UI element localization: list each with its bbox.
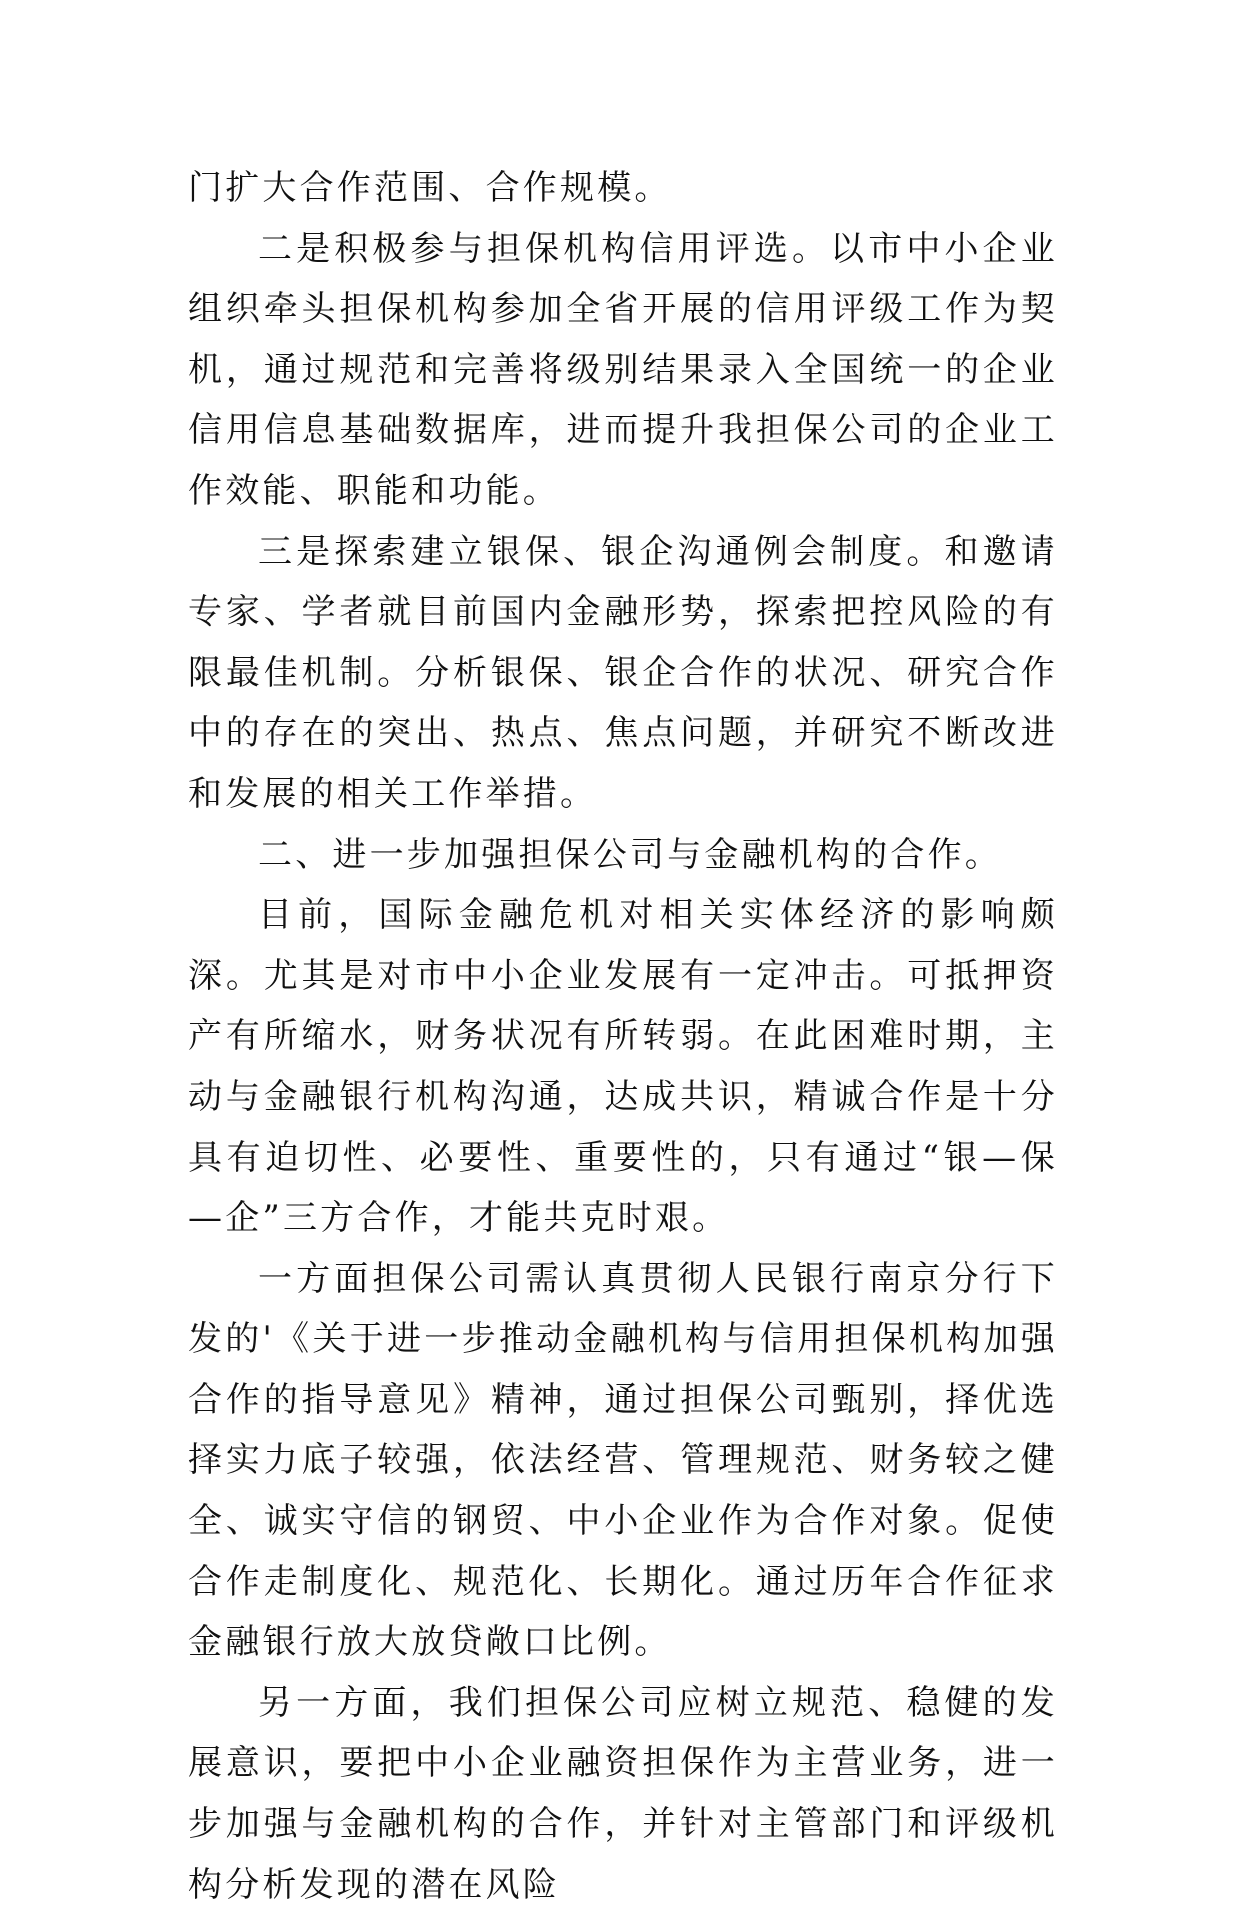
section-heading: 二、进一步加强担保公司与金融机构的合作。 bbox=[258, 834, 1002, 875]
paragraph-continuation: 门扩大合作范围、合作规模。 bbox=[188, 168, 672, 208]
paragraph-financial-crisis: 目前，国际金融危机对相关实体经济的影响颇深。尤其是对市中小企业发展有一定冲击。可抵押资产有所缩水，财务状况有所转弱。在此困难时期，主动与金融银行机构沟通，达成共识，精诚合作是十分具有迫切性、必要性、重要性的，只有通过“银—保—企”三方合作，才能共克时艰。 bbox=[188, 895, 1058, 1239]
document-body bbox=[188, 158, 1058, 1915]
paragraph-credit-rating: 二是积极参与担保机构信用评选。以市中小企业组织牵头担保机构参加全省开展的信用评级工作为契机，通过规范和完善将级别结果录入全国统一的企业信用信息基础数据库，进而提升我担保公司的企业工作效能、职能和功能。 bbox=[188, 228, 1058, 511]
paragraph-on-other-hand: 另一方面，我们担保公司应树立规范、稳健的发展意识，要把中小企业融资担保作为主营业务，进一步加强与金融机构的合作，并针对主管部门和评级机构分析发现的潜在风险 bbox=[188, 1682, 1058, 1905]
paragraph-on-one-hand: 一方面担保公司需认真贯彻人民银行南京分行下发的'《关于进一步推动金融机构与信用担保机构加强合作的指导意见》精神，通过担保公司甄别，择优选择实力底子较强，依法经营、管理规范、财务较之健全、诚实守信的钢贸、中小企业作为合作对象。促使合作走制度化、规范化、长期化。通过历年合作征求金融银行放大放贷敞口比例。 bbox=[188, 1258, 1058, 1663]
paragraph-meeting-system: 三是探索建立银保、银企沟通例会制度。和邀请专家、学者就目前国内金融形势，探索把控风险的有限最佳机制。分析银保、银企合作的状况、研究合作中的存在的突出、热点、焦点问题，并研究不断改进和发展的相关工作举措。 bbox=[188, 531, 1058, 814]
